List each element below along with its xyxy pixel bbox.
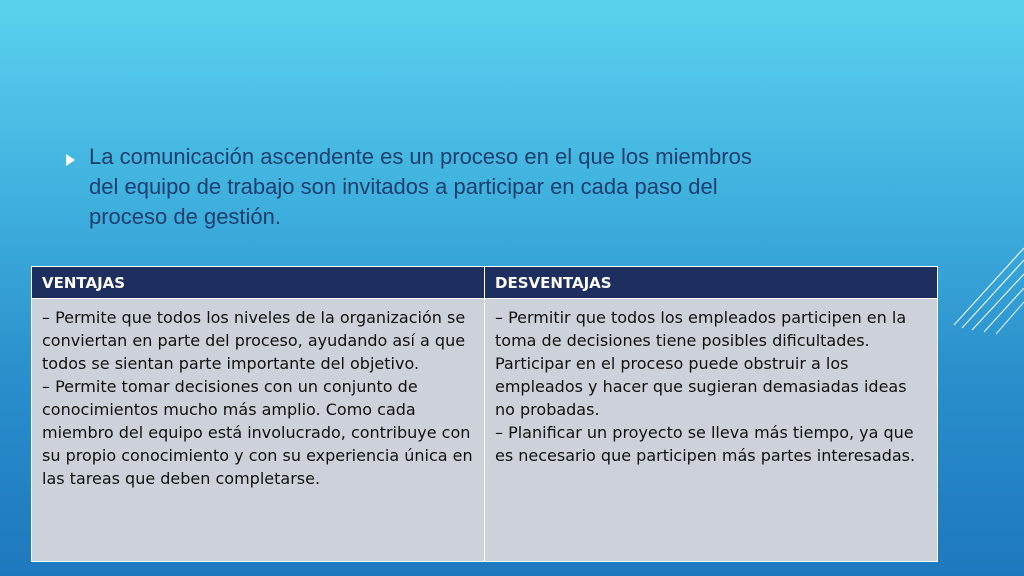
desventaja-item: – Permitir que todos los empleados participen en la toma de decisiones tiene posibles dificultades. Participar en el proceso puede obstruir a los empleados y hacer que sugieran demasiadas ideas no probadas. [495, 308, 907, 419]
decorative-lines [944, 230, 1024, 350]
table-header-row [32, 267, 938, 299]
table-row [32, 299, 938, 562]
bullet-point [66, 142, 766, 232]
ventaja-item: – Permite que todos los niveles de la organización se conviertan en parte del proceso, ayudando así a que todos se sientan parte importante del objetivo. [42, 308, 466, 373]
desventajas-cell [485, 299, 938, 562]
bullet-text: La comunicación ascendente es un proceso en el que los miembros del equipo de trabajo son invitados a participar en cada paso del proceso de gestión. [89, 144, 752, 229]
triangle-bullet-icon [66, 154, 75, 166]
desventaja-item: – Planificar un proyecto se lleva más tiempo, ya que es necesario que participen más partes interesadas. [495, 423, 916, 465]
ventaja-item: – Permite tomar decisiones con un conjunto de conocimientos mucho más amplio. Como cada miembro del equipo está involucrado, contribuye con su propio conocimiento y con su experiencia única en las tareas que deben completarse. [42, 377, 473, 488]
ventajas-cell [32, 299, 485, 562]
header-ventajas: VENTAJAS [32, 267, 485, 299]
pros-cons-table [31, 266, 938, 562]
header-desventajas: DESVENTAJAS [485, 267, 938, 299]
